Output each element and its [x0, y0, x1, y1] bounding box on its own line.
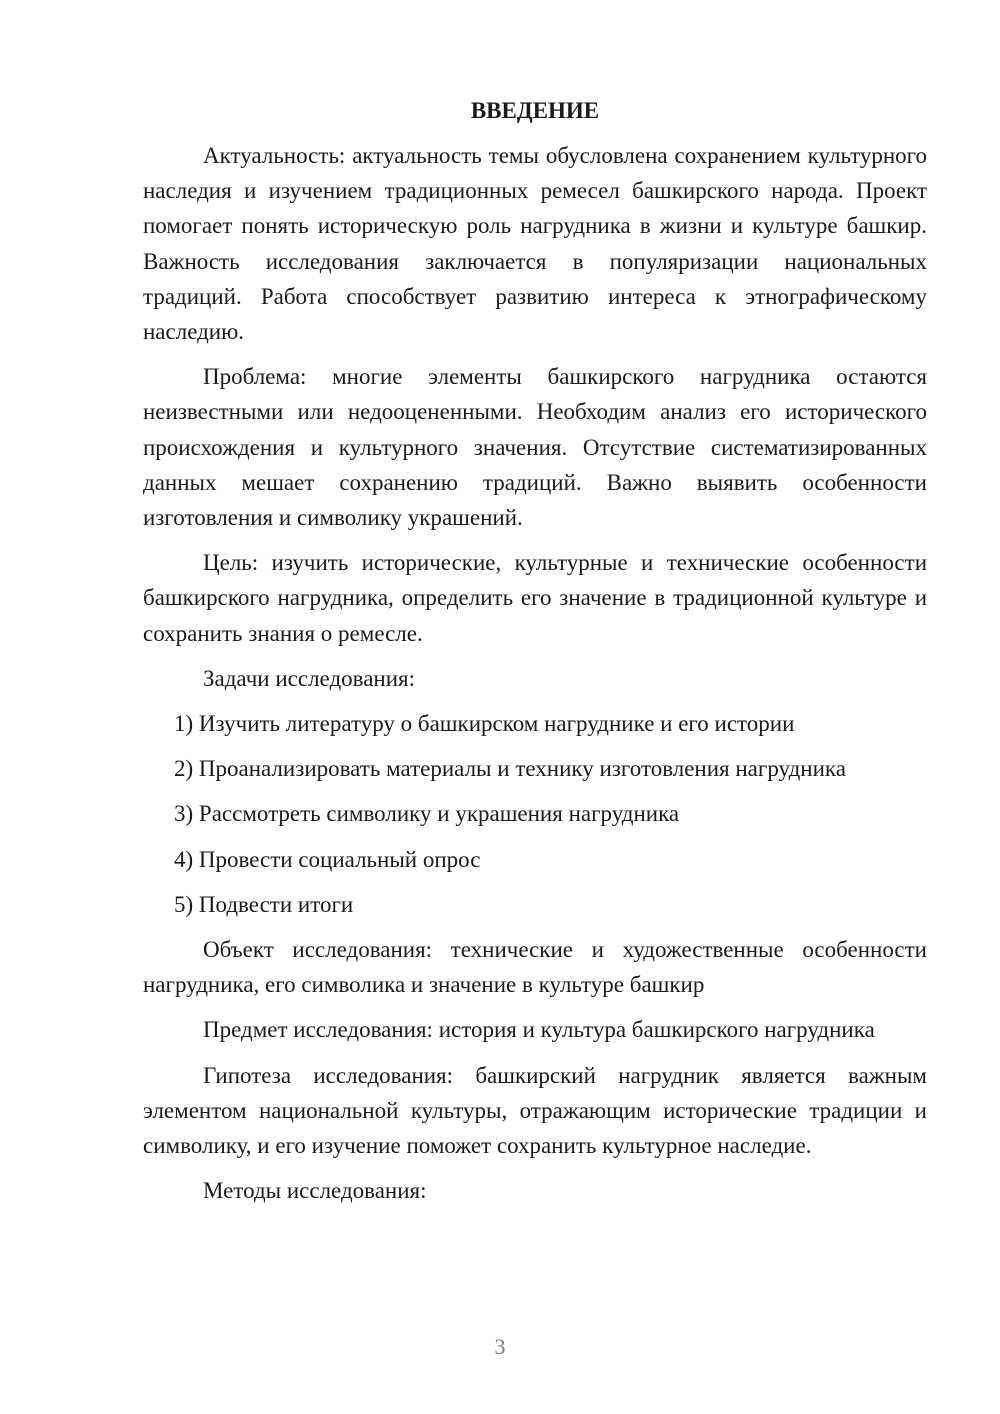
task-item: 4) Провести социальный опрос — [174, 846, 481, 872]
subject-paragraph: Предмет исследования: история и культура башкирского нагрудника — [203, 1017, 875, 1043]
tasks-list — [143, 706, 927, 922]
tasks-heading: Задачи исследования: — [203, 665, 416, 691]
task-item: 2) Проанализировать материалы и технику изготовления нагрудника — [174, 756, 846, 782]
task-item: 3) Рассмотреть символику и украшения нагрудника — [174, 801, 680, 827]
relevance-paragraph: Актуальность: актуальность темы обусловлена сохранением культурного наследия и изучением традиционных ремесел башкирского народа. Проект помогает понять историческую роль нагрудника в жизни и культуре башкир. Важность исследования заключается в популяризации национальных традиций. Работа способствует развитию интереса к этнографическому наследию. — [143, 143, 927, 345]
object-paragraph: Объект исследования: технические и художественные особенности нагрудника, его символика и значение в культуре башкир — [143, 937, 927, 998]
task-item: 5) Подвести итоги — [174, 891, 354, 917]
goal-paragraph: Цель: изучить исторические, культурные и технические особенности башкирского нагрудника, определить его значение в традиционной культуре и сохранить знания о ремесле. — [143, 550, 927, 646]
task-item: 1) Изучить литературу о башкирском нагруднике и его истории — [174, 711, 795, 737]
page-title: ВВЕДЕНИЕ — [470, 98, 600, 123]
methods-heading: Методы исследования: — [203, 1178, 427, 1204]
page-number: 3 — [494, 1334, 506, 1359]
hypothesis-paragraph: Гипотеза исследования: башкирский нагрудник является важным элементом национальной культуры, отражающим исторические традиции и символику, и его изучение поможет сохранить культурное наследие. — [143, 1062, 927, 1159]
problem-paragraph: Проблема: многие элементы башкирского нагрудника остаются неизвестными или недооцененными. Необходим анализ его исторического происхождения и культурного значения. Отсутствие систематизированных данных мешает сохранению традиций. Важно выявить особенности изготовления и символику украшений. — [143, 364, 927, 531]
page-content — [143, 94, 927, 1208]
